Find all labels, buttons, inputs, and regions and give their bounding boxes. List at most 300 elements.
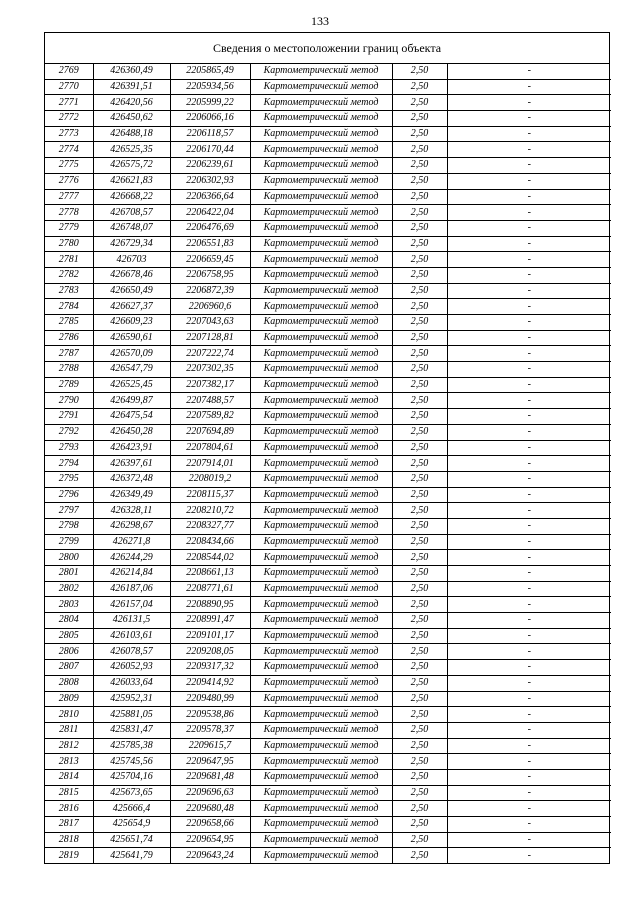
point-number-cell: 2793	[45, 440, 93, 456]
table-row	[45, 252, 611, 268]
table-row	[45, 566, 611, 582]
accuracy-cell: 2,50	[392, 362, 447, 378]
method-cell: Картометрический метод	[250, 158, 392, 174]
point-number-cell: 2809	[45, 691, 93, 707]
description-cell: -	[447, 79, 611, 95]
method-cell: Картометрический метод	[250, 173, 392, 189]
y-coordinate-cell: 2209680,48	[170, 801, 250, 817]
y-coordinate-cell: 2209615,7	[170, 738, 250, 754]
accuracy-cell: 2,50	[392, 283, 447, 299]
table-row	[45, 801, 611, 817]
method-cell: Картометрический метод	[250, 738, 392, 754]
y-coordinate-cell: 2209208,05	[170, 644, 250, 660]
method-cell: Картометрический метод	[250, 409, 392, 425]
description-cell: -	[447, 267, 611, 283]
accuracy-cell: 2,50	[392, 299, 447, 315]
method-cell: Картометрический метод	[250, 64, 392, 79]
x-coordinate-cell: 426244,29	[93, 550, 170, 566]
table-body	[45, 64, 611, 863]
method-cell: Картометрический метод	[250, 769, 392, 785]
y-coordinate-cell: 2209647,95	[170, 754, 250, 770]
point-number-cell: 2776	[45, 173, 93, 189]
description-cell: -	[447, 722, 611, 738]
point-number-cell: 2804	[45, 613, 93, 629]
method-cell: Картометрический метод	[250, 424, 392, 440]
y-coordinate-cell: 2206659,45	[170, 252, 250, 268]
y-coordinate-cell: 2207804,61	[170, 440, 250, 456]
y-coordinate-cell: 2209101,17	[170, 628, 250, 644]
table-row	[45, 769, 611, 785]
method-cell: Картометрический метод	[250, 189, 392, 205]
x-coordinate-cell: 426708,57	[93, 205, 170, 221]
y-coordinate-cell: 2206422,04	[170, 205, 250, 221]
table-row	[45, 440, 611, 456]
y-coordinate-cell: 2208991,47	[170, 613, 250, 629]
method-cell: Картометрический метод	[250, 315, 392, 331]
point-number-cell: 2778	[45, 205, 93, 221]
x-coordinate-cell: 426575,72	[93, 158, 170, 174]
accuracy-cell: 2,50	[392, 613, 447, 629]
method-cell: Картометрический метод	[250, 581, 392, 597]
x-coordinate-cell: 426360,49	[93, 64, 170, 79]
x-coordinate-cell: 426391,51	[93, 79, 170, 95]
x-coordinate-cell: 426488,18	[93, 126, 170, 142]
accuracy-cell: 2,50	[392, 205, 447, 221]
y-coordinate-cell: 2207128,81	[170, 330, 250, 346]
x-coordinate-cell: 426547,79	[93, 362, 170, 378]
table-row	[45, 832, 611, 848]
description-cell: -	[447, 785, 611, 801]
y-coordinate-cell: 2208544,02	[170, 550, 250, 566]
point-number-cell: 2771	[45, 95, 93, 111]
x-coordinate-cell: 425745,56	[93, 754, 170, 770]
y-coordinate-cell: 2209538,86	[170, 707, 250, 723]
method-cell: Картометрический метод	[250, 613, 392, 629]
x-coordinate-cell: 426328,11	[93, 503, 170, 519]
table-row	[45, 613, 611, 629]
method-cell: Картометрический метод	[250, 471, 392, 487]
method-cell: Картометрический метод	[250, 456, 392, 472]
y-coordinate-cell: 2209578,37	[170, 722, 250, 738]
method-cell: Картометрический метод	[250, 236, 392, 252]
table-row	[45, 220, 611, 236]
table-row	[45, 550, 611, 566]
point-number-cell: 2814	[45, 769, 93, 785]
accuracy-cell: 2,50	[392, 754, 447, 770]
x-coordinate-cell: 426078,57	[93, 644, 170, 660]
x-coordinate-cell: 426397,61	[93, 456, 170, 472]
description-cell: -	[447, 707, 611, 723]
y-coordinate-cell: 2207914,01	[170, 456, 250, 472]
y-coordinate-cell: 2205865,49	[170, 64, 250, 79]
method-cell: Картометрический метод	[250, 597, 392, 613]
method-cell: Картометрический метод	[250, 205, 392, 221]
description-cell: -	[447, 95, 611, 111]
description-cell: -	[447, 64, 611, 79]
table-row	[45, 236, 611, 252]
point-number-cell: 2784	[45, 299, 93, 315]
table-row	[45, 189, 611, 205]
description-cell: -	[447, 409, 611, 425]
table-row	[45, 79, 611, 95]
method-cell: Картометрический метод	[250, 362, 392, 378]
x-coordinate-cell: 425831,47	[93, 722, 170, 738]
y-coordinate-cell: 2206960,6	[170, 299, 250, 315]
description-cell: -	[447, 550, 611, 566]
method-cell: Картометрический метод	[250, 644, 392, 660]
description-cell: -	[447, 377, 611, 393]
description-cell: -	[447, 189, 611, 205]
description-cell: -	[447, 393, 611, 409]
table-row	[45, 330, 611, 346]
description-cell: -	[447, 769, 611, 785]
x-coordinate-cell: 425881,05	[93, 707, 170, 723]
accuracy-cell: 2,50	[392, 738, 447, 754]
accuracy-cell: 2,50	[392, 801, 447, 817]
accuracy-cell: 2,50	[392, 64, 447, 79]
y-coordinate-cell: 2208327,77	[170, 518, 250, 534]
method-cell: Картометрический метод	[250, 660, 392, 676]
description-cell: -	[447, 424, 611, 440]
point-number-cell: 2798	[45, 518, 93, 534]
point-number-cell: 2808	[45, 675, 93, 691]
description-cell: -	[447, 848, 611, 863]
x-coordinate-cell: 425666,4	[93, 801, 170, 817]
accuracy-cell: 2,50	[392, 848, 447, 863]
y-coordinate-cell: 2206366,64	[170, 189, 250, 205]
table-row	[45, 377, 611, 393]
y-coordinate-cell: 2209696,63	[170, 785, 250, 801]
accuracy-cell: 2,50	[392, 142, 447, 158]
y-coordinate-cell: 2206551,83	[170, 236, 250, 252]
description-cell: -	[447, 173, 611, 189]
x-coordinate-cell: 426703	[93, 252, 170, 268]
point-number-cell: 2782	[45, 267, 93, 283]
y-coordinate-cell: 2209643,24	[170, 848, 250, 863]
description-cell: -	[447, 566, 611, 582]
point-number-cell: 2795	[45, 471, 93, 487]
x-coordinate-cell: 426450,62	[93, 111, 170, 127]
accuracy-cell: 2,50	[392, 722, 447, 738]
point-number-cell: 2792	[45, 424, 93, 440]
description-cell: -	[447, 220, 611, 236]
boundary-table-frame	[44, 32, 610, 864]
description-cell: -	[447, 471, 611, 487]
coordinates-table	[45, 64, 611, 863]
table-row	[45, 581, 611, 597]
description-cell: -	[447, 111, 611, 127]
x-coordinate-cell: 426590,61	[93, 330, 170, 346]
y-coordinate-cell: 2209658,66	[170, 817, 250, 833]
accuracy-cell: 2,50	[392, 330, 447, 346]
description-cell: -	[447, 754, 611, 770]
table-row	[45, 597, 611, 613]
description-cell: -	[447, 315, 611, 331]
point-number-cell: 2799	[45, 534, 93, 550]
x-coordinate-cell: 426609,23	[93, 315, 170, 331]
table-row	[45, 158, 611, 174]
point-number-cell: 2797	[45, 503, 93, 519]
accuracy-cell: 2,50	[392, 832, 447, 848]
accuracy-cell: 2,50	[392, 409, 447, 425]
x-coordinate-cell: 426525,35	[93, 142, 170, 158]
table-row	[45, 817, 611, 833]
method-cell: Картометрический метод	[250, 566, 392, 582]
table-row	[45, 628, 611, 644]
method-cell: Картометрический метод	[250, 393, 392, 409]
table-row	[45, 707, 611, 723]
point-number-cell: 2803	[45, 597, 93, 613]
y-coordinate-cell: 2206758,95	[170, 267, 250, 283]
y-coordinate-cell: 2205934,56	[170, 79, 250, 95]
x-coordinate-cell: 426729,34	[93, 236, 170, 252]
method-cell: Картометрический метод	[250, 299, 392, 315]
table-row	[45, 299, 611, 315]
table-row	[45, 111, 611, 127]
accuracy-cell: 2,50	[392, 503, 447, 519]
y-coordinate-cell: 2207589,82	[170, 409, 250, 425]
table-row	[45, 722, 611, 738]
accuracy-cell: 2,50	[392, 95, 447, 111]
y-coordinate-cell: 2208890,95	[170, 597, 250, 613]
table-row	[45, 205, 611, 221]
y-coordinate-cell: 2208434,66	[170, 534, 250, 550]
accuracy-cell: 2,50	[392, 691, 447, 707]
accuracy-cell: 2,50	[392, 346, 447, 362]
x-coordinate-cell: 426570,09	[93, 346, 170, 362]
table-row	[45, 691, 611, 707]
table-row	[45, 738, 611, 754]
description-cell: -	[447, 205, 611, 221]
x-coordinate-cell: 426475,54	[93, 409, 170, 425]
description-cell: -	[447, 503, 611, 519]
x-coordinate-cell: 425952,31	[93, 691, 170, 707]
description-cell: -	[447, 691, 611, 707]
accuracy-cell: 2,50	[392, 487, 447, 503]
method-cell: Картометрический метод	[250, 126, 392, 142]
description-cell: -	[447, 738, 611, 754]
x-coordinate-cell: 426450,28	[93, 424, 170, 440]
accuracy-cell: 2,50	[392, 675, 447, 691]
x-coordinate-cell: 426678,46	[93, 267, 170, 283]
method-cell: Картометрический метод	[250, 534, 392, 550]
y-coordinate-cell: 2206066,16	[170, 111, 250, 127]
point-number-cell: 2787	[45, 346, 93, 362]
y-coordinate-cell: 2207488,57	[170, 393, 250, 409]
accuracy-cell: 2,50	[392, 220, 447, 236]
accuracy-cell: 2,50	[392, 707, 447, 723]
y-coordinate-cell: 2209654,95	[170, 832, 250, 848]
x-coordinate-cell: 425704,16	[93, 769, 170, 785]
point-number-cell: 2779	[45, 220, 93, 236]
y-coordinate-cell: 2206302,93	[170, 173, 250, 189]
accuracy-cell: 2,50	[392, 173, 447, 189]
y-coordinate-cell: 2209681,48	[170, 769, 250, 785]
accuracy-cell: 2,50	[392, 315, 447, 331]
description-cell: -	[447, 236, 611, 252]
point-number-cell: 2816	[45, 801, 93, 817]
description-cell: -	[447, 581, 611, 597]
point-number-cell: 2770	[45, 79, 93, 95]
table-row	[45, 848, 611, 863]
table-row	[45, 644, 611, 660]
x-coordinate-cell: 426157,04	[93, 597, 170, 613]
table-row	[45, 534, 611, 550]
accuracy-cell: 2,50	[392, 456, 447, 472]
x-coordinate-cell: 426033,64	[93, 675, 170, 691]
x-coordinate-cell: 426748,07	[93, 220, 170, 236]
description-cell: -	[447, 252, 611, 268]
table-row	[45, 518, 611, 534]
x-coordinate-cell: 426372,48	[93, 471, 170, 487]
accuracy-cell: 2,50	[392, 440, 447, 456]
point-number-cell: 2772	[45, 111, 93, 127]
point-number-cell: 2801	[45, 566, 93, 582]
x-coordinate-cell: 426298,67	[93, 518, 170, 534]
method-cell: Картометрический метод	[250, 503, 392, 519]
point-number-cell: 2811	[45, 722, 93, 738]
description-cell: -	[447, 346, 611, 362]
table-row	[45, 503, 611, 519]
method-cell: Картометрический метод	[250, 628, 392, 644]
point-number-cell: 2774	[45, 142, 93, 158]
method-cell: Картометрический метод	[250, 691, 392, 707]
y-coordinate-cell: 2206872,39	[170, 283, 250, 299]
method-cell: Картометрический метод	[250, 142, 392, 158]
method-cell: Картометрический метод	[250, 848, 392, 863]
method-cell: Картометрический метод	[250, 283, 392, 299]
y-coordinate-cell: 2209317,32	[170, 660, 250, 676]
x-coordinate-cell: 426621,83	[93, 173, 170, 189]
method-cell: Картометрический метод	[250, 111, 392, 127]
x-coordinate-cell: 425641,79	[93, 848, 170, 863]
method-cell: Картометрический метод	[250, 832, 392, 848]
y-coordinate-cell: 2208210,72	[170, 503, 250, 519]
table-row	[45, 471, 611, 487]
x-coordinate-cell: 426525,45	[93, 377, 170, 393]
method-cell: Картометрический метод	[250, 252, 392, 268]
y-coordinate-cell: 2207222,74	[170, 346, 250, 362]
description-cell: -	[447, 487, 611, 503]
description-cell: -	[447, 613, 611, 629]
method-cell: Картометрический метод	[250, 440, 392, 456]
point-number-cell: 2780	[45, 236, 93, 252]
point-number-cell: 2810	[45, 707, 93, 723]
method-cell: Картометрический метод	[250, 722, 392, 738]
description-cell: -	[447, 283, 611, 299]
accuracy-cell: 2,50	[392, 377, 447, 393]
table-row	[45, 409, 611, 425]
accuracy-cell: 2,50	[392, 769, 447, 785]
point-number-cell: 2791	[45, 409, 93, 425]
table-row	[45, 660, 611, 676]
point-number-cell: 2790	[45, 393, 93, 409]
description-cell: -	[447, 142, 611, 158]
y-coordinate-cell: 2206476,69	[170, 220, 250, 236]
accuracy-cell: 2,50	[392, 518, 447, 534]
table-row	[45, 754, 611, 770]
x-coordinate-cell: 425785,38	[93, 738, 170, 754]
method-cell: Картометрический метод	[250, 95, 392, 111]
table-row	[45, 64, 611, 79]
x-coordinate-cell: 426271,8	[93, 534, 170, 550]
point-number-cell: 2777	[45, 189, 93, 205]
x-coordinate-cell: 426349,49	[93, 487, 170, 503]
y-coordinate-cell: 2206239,61	[170, 158, 250, 174]
table-row	[45, 267, 611, 283]
point-number-cell: 2817	[45, 817, 93, 833]
table-row	[45, 456, 611, 472]
accuracy-cell: 2,50	[392, 471, 447, 487]
point-number-cell: 2818	[45, 832, 93, 848]
accuracy-cell: 2,50	[392, 189, 447, 205]
point-number-cell: 2783	[45, 283, 93, 299]
y-coordinate-cell: 2208771,61	[170, 581, 250, 597]
accuracy-cell: 2,50	[392, 267, 447, 283]
method-cell: Картометрический метод	[250, 754, 392, 770]
point-number-cell: 2806	[45, 644, 93, 660]
accuracy-cell: 2,50	[392, 79, 447, 95]
x-coordinate-cell: 426420,56	[93, 95, 170, 111]
table-row	[45, 393, 611, 409]
y-coordinate-cell: 2209480,99	[170, 691, 250, 707]
accuracy-cell: 2,50	[392, 236, 447, 252]
description-cell: -	[447, 299, 611, 315]
table-row	[45, 142, 611, 158]
point-number-cell: 2794	[45, 456, 93, 472]
method-cell: Картометрический метод	[250, 330, 392, 346]
x-coordinate-cell: 426131,5	[93, 613, 170, 629]
y-coordinate-cell: 2207043,63	[170, 315, 250, 331]
point-number-cell: 2769	[45, 64, 93, 79]
accuracy-cell: 2,50	[392, 660, 447, 676]
method-cell: Картометрический метод	[250, 518, 392, 534]
point-number-cell: 2819	[45, 848, 93, 863]
table-row	[45, 95, 611, 111]
accuracy-cell: 2,50	[392, 424, 447, 440]
y-coordinate-cell: 2206118,57	[170, 126, 250, 142]
description-cell: -	[447, 628, 611, 644]
accuracy-cell: 2,50	[392, 111, 447, 127]
point-number-cell: 2773	[45, 126, 93, 142]
accuracy-cell: 2,50	[392, 785, 447, 801]
point-number-cell: 2788	[45, 362, 93, 378]
point-number-cell: 2812	[45, 738, 93, 754]
point-number-cell: 2807	[45, 660, 93, 676]
description-cell: -	[447, 832, 611, 848]
accuracy-cell: 2,50	[392, 566, 447, 582]
point-number-cell: 2789	[45, 377, 93, 393]
table-row	[45, 126, 611, 142]
table-row	[45, 424, 611, 440]
accuracy-cell: 2,50	[392, 252, 447, 268]
description-cell: -	[447, 330, 611, 346]
description-cell: -	[447, 675, 611, 691]
y-coordinate-cell: 2205999,22	[170, 95, 250, 111]
accuracy-cell: 2,50	[392, 126, 447, 142]
table-row	[45, 173, 611, 189]
point-number-cell: 2805	[45, 628, 93, 644]
y-coordinate-cell: 2207302,35	[170, 362, 250, 378]
point-number-cell: 2796	[45, 487, 93, 503]
table-title: Сведения о местоположении границ объекта	[45, 33, 609, 64]
accuracy-cell: 2,50	[392, 628, 447, 644]
table-row	[45, 675, 611, 691]
point-number-cell: 2785	[45, 315, 93, 331]
table-row	[45, 785, 611, 801]
description-cell: -	[447, 660, 611, 676]
x-coordinate-cell: 425673,65	[93, 785, 170, 801]
